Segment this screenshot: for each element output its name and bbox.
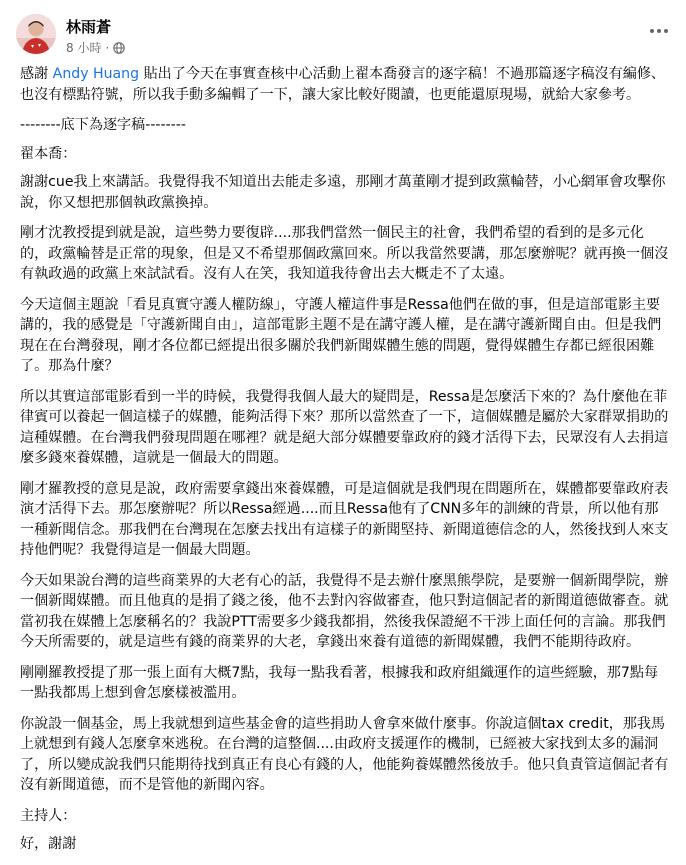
post-paragraph: 剛才沈教授提到就是說，這些勢力要復辟....那我們當然一個民主的社會，我們希望的看到的是多元化的，政黨輪替是正常的現象，但是又不希望那個政黨回來。所以我當然要講，那怎麼辦呢？就再換一個沒有執政過的政黨上來試試看。沒有人在笑，我知道我待會出去大概走不了太遠。	[20, 225, 669, 282]
post-meta	[66, 39, 125, 56]
post-paragraph: 謝謝cue我上來講話。我覺得我不知道出去能走多遠，那剛才萬董剛才提到政黨輪替，小心網軍會攻擊你說，你又想把那個執政黨換掉。	[20, 174, 666, 211]
speaker-label: 主持人：	[20, 807, 77, 824]
intro-before: 感謝	[20, 66, 53, 82]
post-intro	[20, 64, 670, 105]
speaker-label: 翟本喬：	[20, 145, 77, 162]
more-options-button[interactable]	[646, 18, 672, 44]
post-paragraph: 剛剛羅教授提了那一張上面有大概7點，我每一點我看著，根據我和政府組織運作的這些經驗，那7點每一點我都馬上想到會怎麼樣被濫用。	[20, 664, 659, 701]
post-paragraph: 今天這個主題說「看見真實守護人權防線」，守護人權這件事是Ressa他們在做的事，但是這部電影主要講的，我的感覺是「守護新聞自由」，這部電影主題不是在講守護人權，是在講守護新聞自由。但是我們現在在台灣發現，剛才各位都已經提出很多關於我們新聞媒體生態的問題，覺得媒體生存都已經很困難了。那為什麼？	[20, 296, 662, 374]
transcript-divider: --------底下為逐字稿--------	[20, 117, 186, 133]
post-header	[0, 0, 686, 64]
intro-after: 貼出了今天在事實查核中心活動上翟本喬發言的逐字稿！不過那篇逐字稿沒有編修、也沒有標點符號，所以我手動多編輯了一下，讓大家比較好閱讀，也更能還原現場，就給大家參考。	[20, 66, 666, 103]
post-paragraph: 你說設一個基金，馬上我就想到這些基金會的這些捐助人會拿來做什麼事。你說這個tax credit，那我馬上就想到有錢人怎麼拿來逃稅。在台灣的這整個....由政府支援運作的機制，已經被大家找到太多的漏洞了，所以變成說我們只能期待找到真正有良心有錢的人，他能夠養媒體然後放手。他只負責管這個記者有沒有新聞道德，而不是管他的新聞內容。	[20, 715, 669, 793]
more-options-icon	[649, 28, 669, 34]
meta-separator: ·	[105, 40, 110, 55]
author-name[interactable]: 林雨蒼	[66, 18, 112, 36]
post-paragraph: 今天如果說台灣的這些商業界的大老有心的話，我覺得不是去辦什麼黑熊學院，是要辦一個新聞學院，辦一個新聞媒體。而且他真的是捐了錢之後，他不去對內容做審查，他只對這個記者的新聞道德做審查。就當初我在媒體上怎麼稱名的？我說PTT需要多少錢我都捐，然後我保證絕不干涉上面任何的言論。那我們今天所需要的，就是這些有錢的商業界的大老，拿錢出來養有道德的新聞媒體，我們不能期待政府。	[20, 572, 669, 650]
globe-icon[interactable]	[113, 42, 125, 54]
post-paragraph: 所以其實這部電影看到一半的時候，我覺得我個人最大的疑問是，Ressa是怎麼活下來的？為什麼他在菲律賓可以養起一個這樣子的媒體，能夠活得下來？那所以當然查了一下，這個媒體是屬於大家群眾捐助的這種媒體。在台灣我們發現問題在哪裡？就是絕大部分媒體要靠政府的錢才活得下去，民眾沒有人去捐這麼多錢來養媒體，這就是一個最大的問題。	[20, 388, 669, 466]
post-time[interactable]: 8 小時	[66, 41, 102, 55]
post-paragraph: 好，謝謝	[20, 836, 77, 852]
mention-link[interactable]: Andy Huang	[52, 66, 140, 82]
post-paragraph: 剛才羅教授的意見是說，政府需要拿錢出來養媒體，可是這個就是我們現在問題所在，媒體都要靠政府表演才活得下去。那怎麼辦呢？所以Ressa經過....而且Ressa他有了CNN多年的訓練的背景，所以他有那一種新聞信念。那我們在台灣現在怎麼去找出有這樣子的新聞堅持、新聞道德信念的人，然後找到人來支持他們呢？我覺得這是一個最大問題。	[20, 480, 669, 558]
author-avatar[interactable]	[16, 14, 56, 54]
avatar-photo	[16, 14, 56, 54]
post-body	[20, 64, 670, 865]
